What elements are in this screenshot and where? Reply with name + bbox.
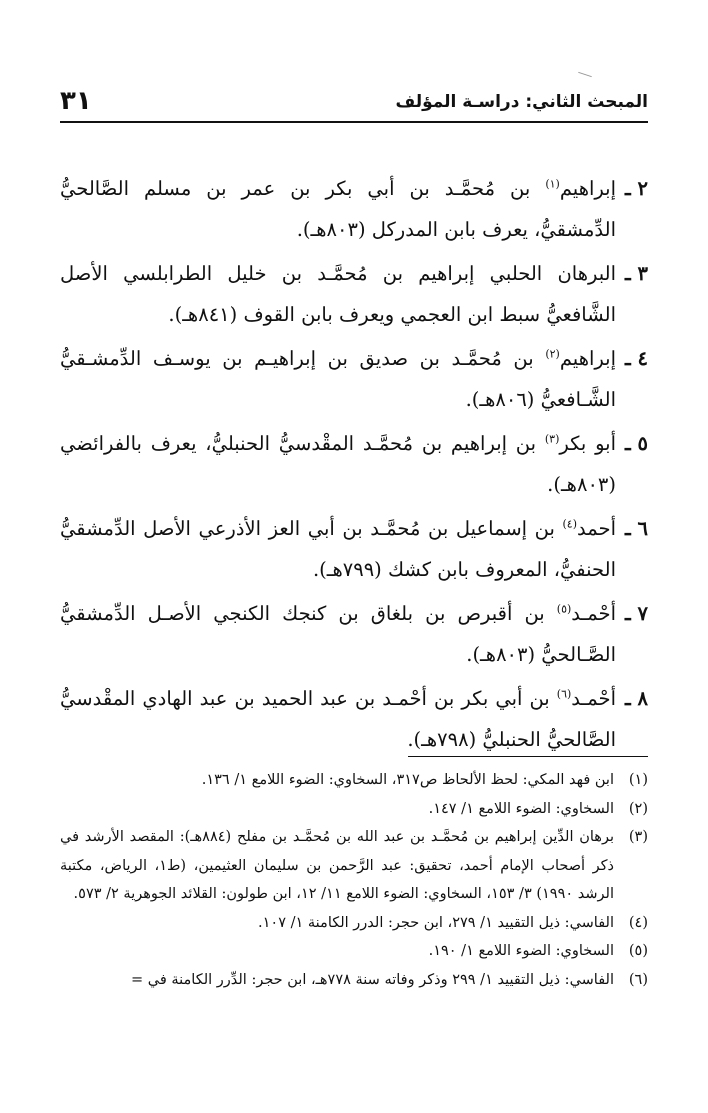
entry-name: أحْمـد [571, 687, 616, 710]
footnote [60, 795, 648, 824]
entry [60, 168, 648, 250]
footnote-text: ابن فهد المكي: لحظ الألحاظ ص٣١٧، السخاوي: الضوء اللامع ١/ ١٣٦. [201, 772, 614, 788]
footnote-text: الفاسي: ذيل التقييد ١/ ٢٩٩ وذكر وفاته سنة ٧٧٨هـ، ابن حجر: الدِّرر الكامنة في = [130, 971, 614, 988]
chapter-title: المبحث الثاني: دراسـة المؤلف [395, 92, 648, 112]
footnote [60, 766, 648, 795]
footnote-number: (٤) [628, 914, 648, 931]
footnote [60, 966, 648, 995]
footnote-ref: (٤) [562, 517, 578, 531]
footnote-ref: (٣) [544, 432, 560, 446]
entry-name: إبراهيم [559, 177, 616, 200]
entry-text: بن مُحمَّـد بن أبي بكر بن عمر بن مسلم الصَّالحيُّ الدِّمشقيُّ، يعرف بابن المدركل (٨٠٣هـ). [60, 177, 616, 241]
footnote-ref: (٦) [556, 687, 572, 701]
footnote-text: السخاوي: الضوء اللامع ١/ ١٤٧. [428, 800, 614, 817]
entry [60, 423, 648, 505]
footnotes-list [60, 766, 648, 994]
footnote-number: (٢) [628, 800, 648, 817]
page-number: ٣١ [60, 86, 92, 116]
footnote-text: الفاسي: ذيل التقييد ١/ ٢٧٩، ابن حجر: الدرر الكامنة ١/ ١٠٧. [258, 914, 614, 931]
entry-text: البرهان الحلبي إبراهيم بن مُحمَّـد بن خليل الطرابلسي الأصل الشَّافعيُّ سبط ابن العجمي ويعرف بابن القوف (٨٤١هـ). [60, 262, 616, 326]
footnote [60, 937, 648, 966]
entry-name: أحمد [577, 517, 616, 540]
footnote-number: (١) [628, 772, 648, 788]
entry-number: ٣ ـ [625, 262, 648, 285]
entry-text: بن مُحمَّـد بن صديق بن إبراهيـم بن يوسـف الدِّمشـقيُّ الشَّـافعيُّ (٨٠٦هـ). [60, 347, 616, 411]
footnote-ref: (١) [545, 177, 560, 191]
entry-text: بن أقبرص بن بلغاق بن كنجك الكنجي الأصـل الدِّمشقيُّ الصَّـالحيُّ (٨٠٣هـ). [60, 602, 616, 666]
entry-number: ٢ ـ [625, 177, 648, 200]
entry [60, 253, 648, 335]
footnote-number: (٥) [628, 943, 648, 959]
entry-number: ٦ ـ [625, 517, 648, 540]
footnote [60, 823, 648, 909]
entry-text: بن إبراهيم بن مُحمَّـد المقْدسيُّ الحنبليُّ، يعرف بالفرائضي (٨٠٣هـ). [60, 432, 616, 496]
entry [60, 593, 648, 675]
entry-name: إبراهيم [559, 347, 616, 370]
footnote-number: (٣) [628, 829, 648, 845]
footnote-text: برهان الدِّين إبراهيم بن مُحمَّـد بن عبد الله بن مُحمَّـد بن مفلح (٨٨٤هـ): المقصد الأرشد في ذكر أصحاب الإمام أحمد، تحقيق: عبد الرَّحمن بن سليمان العثيمين، (ط١، الرياض، مكتبة الرشد ١٩٩٠) ٣/ ١٥٣، السخاوي: الضوء اللامع ١١/ ١٢، ابن طولون: القلائد الجوهرية ٢/ ٥٧٣. [60, 829, 615, 902]
footnote-text: السخاوي: الضوء اللامع ١/ ١٩٠. [428, 943, 614, 959]
running-header [60, 84, 648, 118]
entry-number: ٧ ـ [625, 602, 648, 625]
footnote [60, 909, 648, 938]
entry-number: ٨ ـ [625, 687, 648, 710]
entry-name: أبو بكر [559, 432, 616, 455]
scan-mark [578, 72, 592, 77]
entry-name: أحْمـد [571, 602, 616, 625]
footnote-ref: (٥) [556, 602, 572, 616]
entry [60, 508, 648, 590]
footnote-separator [408, 756, 648, 757]
entry-text: بن إسماعيل بن مُحمَّـد بن أبي العز الأذرعي الأصل الدِّمشقيُّ الحنفيُّ، المعروف بابن كشك (٧٩٩هـ). [60, 517, 616, 581]
entry-number: ٥ ـ [625, 432, 648, 455]
footnote-number: (٦) [628, 971, 648, 988]
header-rule [60, 121, 648, 123]
footnote-ref: (٢) [545, 347, 560, 361]
entry [60, 678, 648, 760]
entries-list [60, 168, 648, 763]
entry-text: بن أبي بكر بن أحْمـد بن عبد الحميد بن عبد الهادي المقْدسيُّ الصَّالحيُّ الحنبليُّ (٧٩٨هـ). [60, 687, 616, 751]
entry [60, 338, 648, 420]
entry-number: ٤ ـ [625, 347, 648, 370]
